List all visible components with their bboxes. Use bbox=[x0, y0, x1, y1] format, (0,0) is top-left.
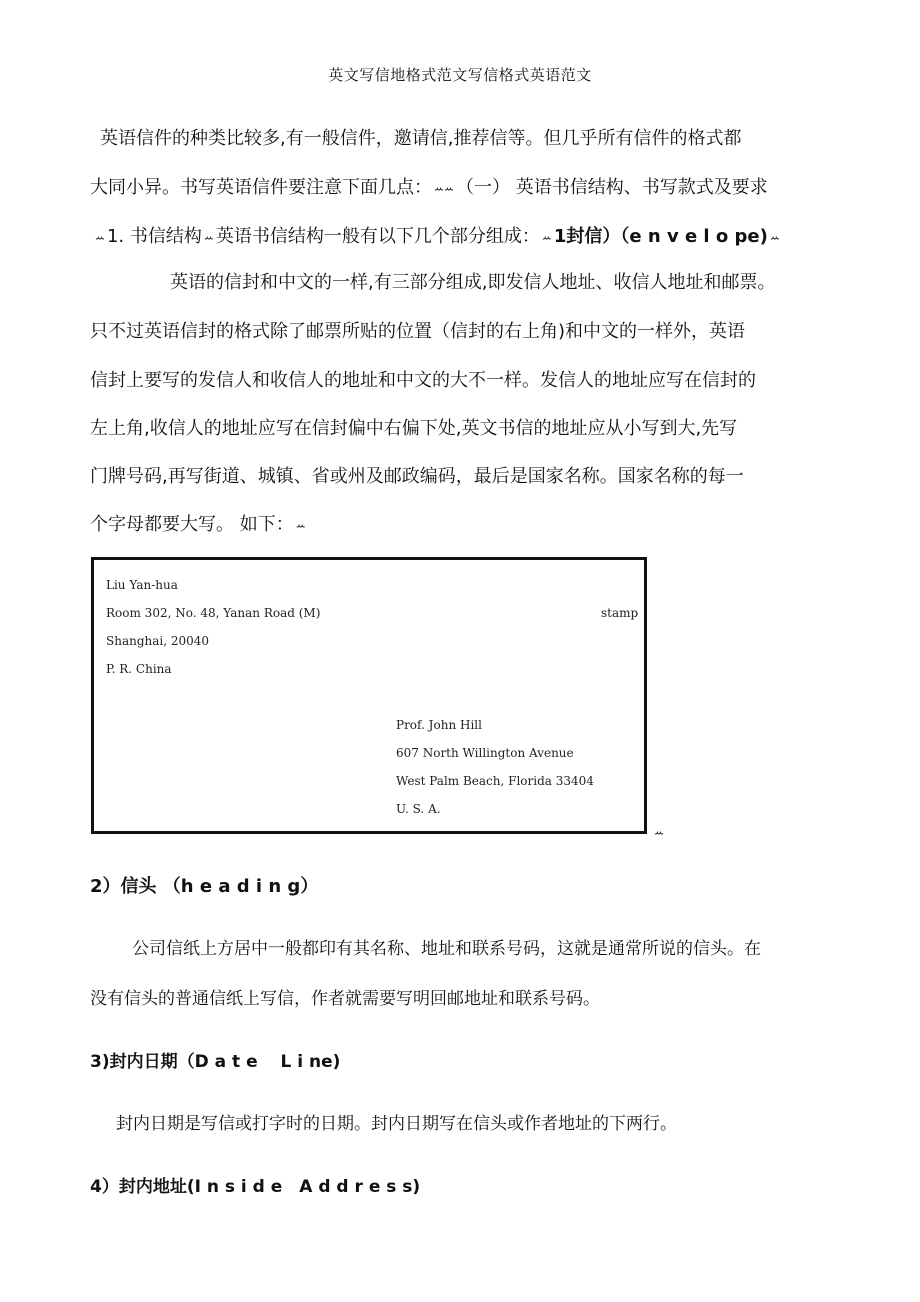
heading-section-line-1: 公司信纸上方居中一般都印有其名称、地址和联系号码，这就是通常所说的信头。在 bbox=[132, 939, 761, 959]
intro-line2-text-b: （一） 英语书信结构、书写款式及要求 bbox=[455, 177, 768, 198]
envelope-text-line-6-text: 个字母都要大写。 如下： bbox=[90, 514, 294, 535]
bookmark-icon: ꕀ bbox=[654, 826, 664, 839]
recipient-name: Prof. John Hill bbox=[396, 718, 482, 732]
sender-country: P. R. China bbox=[106, 662, 172, 676]
envelope-example bbox=[91, 557, 647, 834]
bookmark-icon: ꕀ bbox=[769, 231, 780, 244]
envelope-text-line-4: 左上角,收信人的地址应写在信封偏中右偏下处,英文书信的地址应从小写到大,先写 bbox=[90, 418, 738, 439]
intro-paragraph-line-1: 英语信件的种类比较多,有一般信件，邀请信,推荐信等。但几乎所有信件的格式都 bbox=[100, 128, 742, 149]
recipient-country: U. S. A. bbox=[396, 802, 441, 816]
bookmark-icon: ꕀ bbox=[541, 231, 552, 244]
section-heading-title: 2）信头 （h e a d i n g） bbox=[90, 876, 319, 897]
envelope-text-line-2: 只不过英语信封的格式除了邮票所贴的位置（信封的右上角)和中文的一样外，英语 bbox=[90, 321, 746, 342]
envelope-subtitle: 1封信）（e n v e l o pe) bbox=[553, 226, 768, 247]
envelope-text-line-6 bbox=[90, 510, 308, 536]
envelope-text-line-1: 英语的信封和中文的一样,有三部分组成,即发信人地址、收信人地址和邮票。 bbox=[170, 272, 776, 293]
date-section-line-1: 封内日期是写信或打字时的日期。封内日期写在信头或作者地址的下两行。 bbox=[116, 1114, 677, 1134]
section-inside-address-title: 4）封内地址(I n s i d e A d d r e s s) bbox=[90, 1177, 421, 1197]
intro-line2-text-a: 大同小异。书写英语信件要注意下面几点： bbox=[90, 177, 432, 198]
page-title: 英文写信地格式范文写信格式英语范文 bbox=[328, 66, 592, 84]
envelope-text-line-3: 信封上要写的发信人和收信人的地址和中文的大不一样。发信人的地址应写在信封的 bbox=[90, 370, 756, 391]
sender-name: Liu Yan-hua bbox=[106, 578, 178, 592]
bookmark-icon: ꕀ bbox=[295, 519, 306, 532]
intro-paragraph-line-2 bbox=[90, 173, 768, 199]
intro-paragraph-line-3 bbox=[93, 222, 782, 248]
section-date-title: 3)封内日期（D a t e L i ne) bbox=[90, 1052, 341, 1072]
recipient-street: 607 North Willington Avenue bbox=[396, 746, 574, 760]
intro-line3-text-a: 1. 书信结构 bbox=[106, 226, 202, 247]
bookmark-icon: ꕀꕀ bbox=[434, 182, 454, 195]
bookmark-icon: ꕀ bbox=[95, 231, 105, 244]
stamp-label: stamp bbox=[601, 606, 639, 620]
heading-section-line-2: 没有信头的普通信纸上写信，作者就需要写明回邮地址和联系号码。 bbox=[90, 989, 600, 1009]
sender-city: Shanghai, 20040 bbox=[106, 634, 210, 648]
recipient-city: West Palm Beach, Florida 33404 bbox=[396, 774, 594, 788]
sender-street: Room 302, No. 48, Yanan Road (M) bbox=[106, 606, 321, 620]
intro-line3-text-b: 英语书信结构一般有以下几个部分组成： bbox=[215, 226, 540, 247]
envelope-text-line-5: 门牌号码,再写街道、城镇、省或州及邮政编码，最后是国家名称。国家名称的每一 bbox=[90, 466, 744, 487]
bookmark-icon: ꕀ bbox=[203, 231, 214, 244]
